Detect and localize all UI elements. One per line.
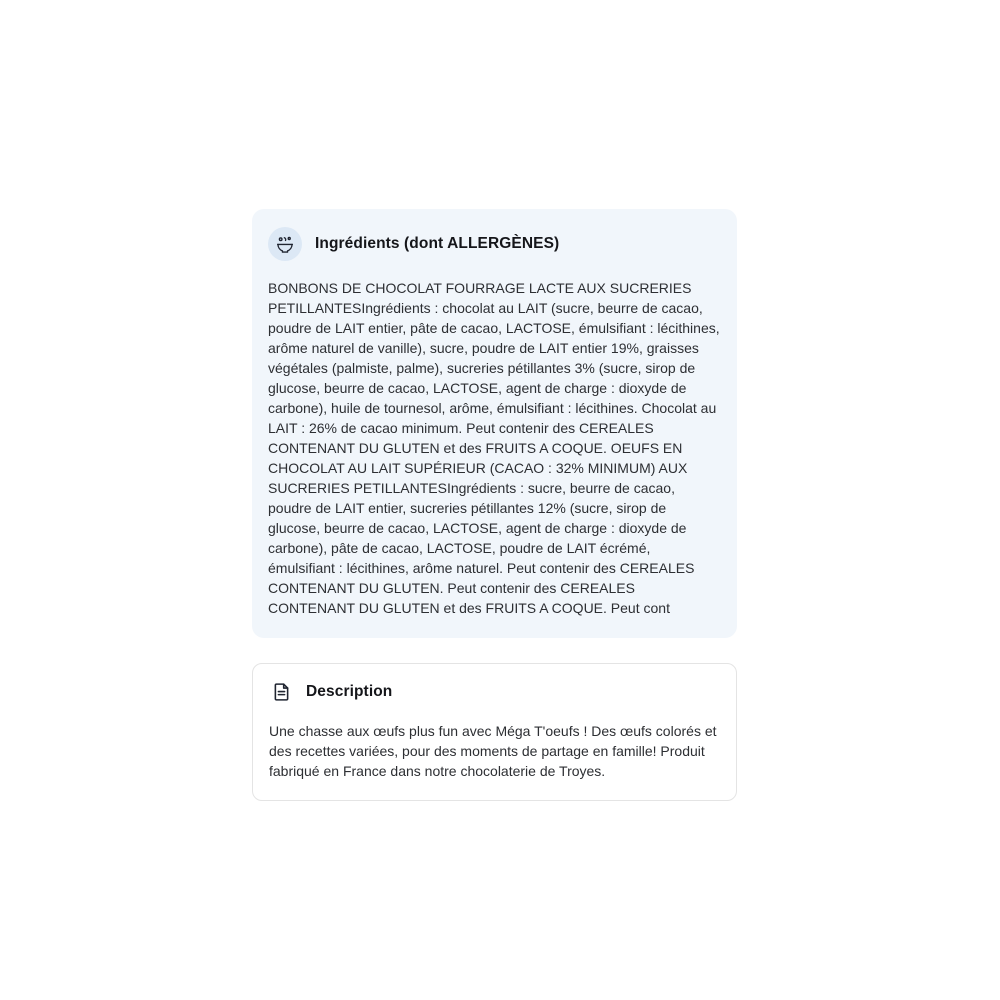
document-icon (269, 680, 293, 704)
description-card (252, 663, 737, 801)
ingredients-card-title: Ingrédients (dont ALLERGÈNES) (315, 235, 560, 252)
ingredients-card-header (268, 227, 721, 261)
product-info-section (252, 209, 737, 801)
description-card-title: Description (306, 683, 393, 700)
ingredients-card (252, 209, 737, 638)
description-card-body: Une chasse aux œufs plus fun avec Méga T'oeufs ! Des œufs colorés et des recettes variées, pour des moments de partage en famille! Produit fabriqué en France dans notre chocolaterie de Troyes. (269, 723, 717, 779)
bowl-ingredients-icon (268, 227, 302, 261)
ingredients-card-body: BONBONS DE CHOCOLAT FOURRAGE LACTE AUX SUCRERIES PETILLANTESIngrédients : chocolat au LAIT (sucre, beurre de cacao, poudre de LAIT entier, pâte de cacao, LACTOSE, émulsifiant : lécithines, arôme naturel de vanille), sucre, poudre de LAIT entier 19%, graisses végétales (palmiste, palme), sucreries pétillantes 3% (sucre, sirop de glucose, beurre de cacao, LACTOSE, agent de charge : dioxyde de carbone), huile de tournesol, arôme, émulsifiant : lécithines. Chocolat au LAIT : 26% de cacao minimum. Peut contenir des CEREALES CONTENANT DU GLUTEN et des FRUITS A COQUE. OEUFS EN CHOCOLAT AU LAIT SUPÉRIEUR (CACAO : 32% MINIMUM) AUX SUCRERIES PETILLANTESIngrédients : sucre, beurre de cacao, poudre de LAIT entier, sucreries pétillantes 12% (sucre, sirop de glucose, beurre de cacao, LACTOSE, agent de charge : dioxyde de carbone), pâte de cacao, LACTOSE, poudre de LAIT écrémé, émulsifiant : lécithines, arôme naturel. Peut contenir des CEREALES CONTENANT DU GLUTEN. Peut contenir des CEREALES CONTENANT DU GLUTEN et des FRUITS A COQUE. Peut cont (268, 280, 720, 616)
description-card-header (269, 680, 720, 704)
